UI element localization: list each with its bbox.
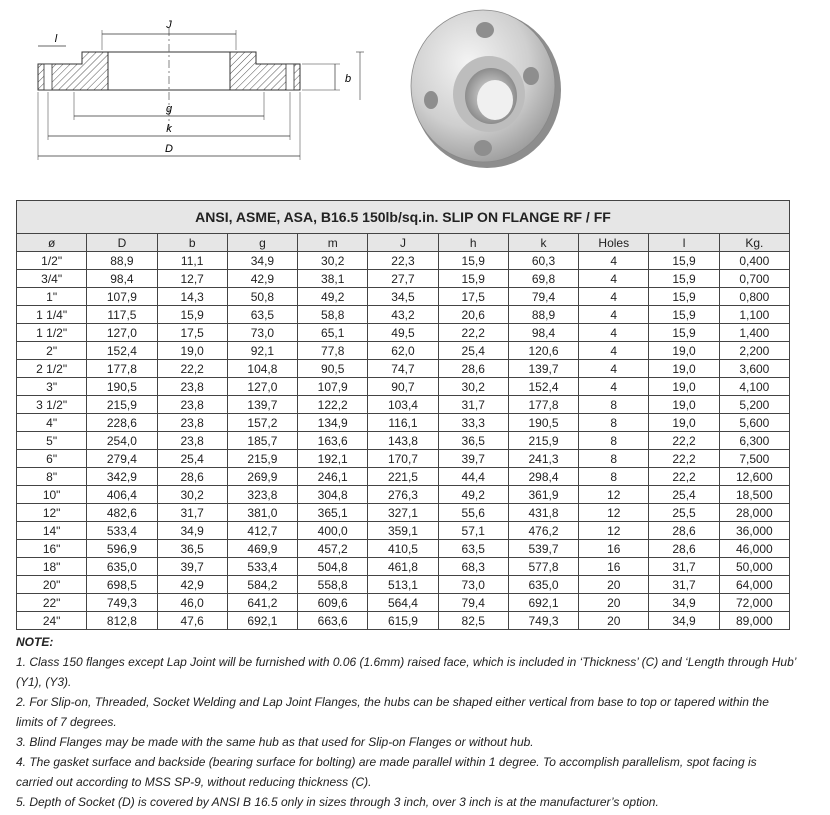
table-cell: 36,5	[438, 432, 508, 450]
table-cell: 177,8	[87, 360, 157, 378]
table-cell: 254,0	[87, 432, 157, 450]
table-cell: 152,4	[508, 378, 578, 396]
note-item: 5. Depth of Socket (D) is covered by ANSI B 16.5 only in sizes through 3 inch, over 3 inch is at the manufacturer’s option.	[16, 795, 659, 809]
table-cell: 134,9	[298, 414, 368, 432]
table-cell: 73,0	[438, 576, 508, 594]
table-cell: 23,8	[157, 432, 227, 450]
table-cell: 215,9	[508, 432, 578, 450]
table-cell: 11,1	[157, 252, 227, 270]
table-cell: 8	[579, 414, 649, 432]
table-cell: 381,0	[227, 504, 297, 522]
table-row	[17, 594, 790, 612]
label-b: b	[345, 73, 352, 85]
table-cell: 4	[579, 252, 649, 270]
table-cell: 3,600	[719, 360, 789, 378]
table-cell: 22,2	[649, 432, 719, 450]
table-cell: 104,8	[227, 360, 297, 378]
table-cell: 92,1	[227, 342, 297, 360]
table-cell: 19,0	[649, 396, 719, 414]
table-cell: 8	[579, 432, 649, 450]
table-cell: 0,700	[719, 270, 789, 288]
column-header: J	[368, 234, 438, 252]
table-cell: 8	[579, 468, 649, 486]
table-cell: 68,3	[438, 558, 508, 576]
table-cell: 107,9	[298, 378, 368, 396]
table-cell: 15,9	[649, 324, 719, 342]
table-cell: 27,7	[368, 270, 438, 288]
table-cell: 476,2	[508, 522, 578, 540]
table-cell: 25,4	[438, 342, 508, 360]
table-cell: 12	[579, 504, 649, 522]
table-cell: 410,5	[368, 540, 438, 558]
table-cell: 1 1/4"	[17, 306, 87, 324]
table-cell: 42,9	[227, 270, 297, 288]
table-cell: 609,6	[298, 594, 368, 612]
note-item: 1. Class 150 flanges except Lap Joint will be furnished with 0.06 (1.6mm) raised face, which is included in ‘Thickness’ (C) and ‘Length through Hub’ (Y1), (Y3).	[16, 655, 796, 689]
table-cell: 359,1	[368, 522, 438, 540]
note-item: 2. For Slip-on, Threaded, Socket Welding and Lap Joint Flanges, the hubs can be shaped either vertical from base to top or tapered within the limits of 7 degrees.	[16, 695, 769, 729]
table-row	[17, 342, 790, 360]
table-body	[17, 252, 790, 630]
table-cell: 5,200	[719, 396, 789, 414]
table-cell: 8	[579, 396, 649, 414]
table-cell: 577,8	[508, 558, 578, 576]
table-cell: 190,5	[508, 414, 578, 432]
table-cell: 117,5	[87, 306, 157, 324]
table-cell: 692,1	[508, 594, 578, 612]
table-cell: 20	[579, 612, 649, 630]
table-cell: 279,4	[87, 450, 157, 468]
table-cell: 15,9	[438, 252, 508, 270]
table-row	[17, 360, 790, 378]
label-k: k	[166, 123, 172, 135]
table-cell: 98,4	[87, 270, 157, 288]
flange-section-drawing	[30, 12, 370, 172]
label-l: l	[54, 33, 58, 45]
table-cell: 1,100	[719, 306, 789, 324]
table-cell: 482,6	[87, 504, 157, 522]
column-header: h	[438, 234, 508, 252]
notes-section	[16, 632, 796, 812]
table-cell: 28,6	[649, 540, 719, 558]
table-cell: 215,9	[87, 396, 157, 414]
table-cell: 79,4	[508, 288, 578, 306]
table-cell: 12	[579, 486, 649, 504]
table-cell: 663,6	[298, 612, 368, 630]
table-row	[17, 540, 790, 558]
table-cell: 539,7	[508, 540, 578, 558]
table-cell: 22"	[17, 594, 87, 612]
table-row	[17, 432, 790, 450]
table-cell: 46,0	[157, 594, 227, 612]
table-cell: 177,8	[508, 396, 578, 414]
column-header: m	[298, 234, 368, 252]
table-cell: 327,1	[368, 504, 438, 522]
table-cell: 24"	[17, 612, 87, 630]
table-cell: 692,1	[227, 612, 297, 630]
table-cell: 0,400	[719, 252, 789, 270]
table-row	[17, 414, 790, 432]
table-cell: 31,7	[649, 576, 719, 594]
table-cell: 812,8	[87, 612, 157, 630]
table-cell: 22,3	[368, 252, 438, 270]
table-cell: 139,7	[508, 360, 578, 378]
table-cell: 16"	[17, 540, 87, 558]
table-cell: 3 1/2"	[17, 396, 87, 414]
table-cell: 139,7	[227, 396, 297, 414]
table-cell: 14"	[17, 522, 87, 540]
table-cell: 90,5	[298, 360, 368, 378]
table-cell: 8"	[17, 468, 87, 486]
table-cell: 5,600	[719, 414, 789, 432]
table-cell: 615,9	[368, 612, 438, 630]
table-row	[17, 378, 790, 396]
table-cell: 4	[579, 342, 649, 360]
table-cell: 23,8	[157, 378, 227, 396]
table-row	[17, 468, 790, 486]
table-cell: 12"	[17, 504, 87, 522]
table-cell: 22,2	[438, 324, 508, 342]
column-header: g	[227, 234, 297, 252]
table-cell: 228,6	[87, 414, 157, 432]
table-cell: 88,9	[87, 252, 157, 270]
table-cell: 5"	[17, 432, 87, 450]
table-cell: 185,7	[227, 432, 297, 450]
table-cell: 533,4	[227, 558, 297, 576]
table-cell: 17,5	[438, 288, 508, 306]
table-cell: 190,5	[87, 378, 157, 396]
table-cell: 584,2	[227, 576, 297, 594]
table-cell: 163,6	[298, 432, 368, 450]
table-cell: 98,4	[508, 324, 578, 342]
table-cell: 19,0	[649, 360, 719, 378]
column-header: l	[649, 234, 719, 252]
table-cell: 143,8	[368, 432, 438, 450]
table-cell: 63,5	[227, 306, 297, 324]
table-cell: 276,3	[368, 486, 438, 504]
table-cell: 15,9	[649, 252, 719, 270]
table-cell: 22,2	[649, 450, 719, 468]
table-cell: 23,8	[157, 414, 227, 432]
table-cell: 43,2	[368, 306, 438, 324]
table-cell: 62,0	[368, 342, 438, 360]
column-header: b	[157, 234, 227, 252]
table-cell: 170,7	[368, 450, 438, 468]
table-cell: 14,3	[157, 288, 227, 306]
table-cell: 16	[579, 540, 649, 558]
table-cell: 406,4	[87, 486, 157, 504]
table-row	[17, 306, 790, 324]
table-row	[17, 576, 790, 594]
column-header: Kg.	[719, 234, 789, 252]
table-cell: 49,2	[438, 486, 508, 504]
table-cell: 457,2	[298, 540, 368, 558]
table-cell: 65,1	[298, 324, 368, 342]
table-cell: 25,4	[157, 450, 227, 468]
table-cell: 127,0	[87, 324, 157, 342]
table-cell: 152,4	[87, 342, 157, 360]
table-cell: 30,2	[438, 378, 508, 396]
table-cell: 342,9	[87, 468, 157, 486]
table-cell: 28,6	[438, 360, 508, 378]
table-cell: 28,6	[649, 522, 719, 540]
table-row	[17, 396, 790, 414]
table-cell: 635,0	[87, 558, 157, 576]
table-cell: 82,5	[438, 612, 508, 630]
table-cell: 365,1	[298, 504, 368, 522]
table-cell: 122,2	[298, 396, 368, 414]
table-cell: 221,5	[368, 468, 438, 486]
table-cell: 20	[579, 576, 649, 594]
table-cell: 28,6	[157, 468, 227, 486]
notes-title: NOTE:	[16, 635, 54, 649]
table-cell: 504,8	[298, 558, 368, 576]
table-cell: 15,9	[649, 288, 719, 306]
table-row	[17, 324, 790, 342]
table-cell: 20"	[17, 576, 87, 594]
table-cell: 31,7	[157, 504, 227, 522]
table-cell: 69,8	[508, 270, 578, 288]
table-cell: 50,8	[227, 288, 297, 306]
table-cell: 19,0	[157, 342, 227, 360]
table-cell: 1/2"	[17, 252, 87, 270]
column-header: ø	[17, 234, 87, 252]
table-cell: 2,200	[719, 342, 789, 360]
table-cell: 749,3	[87, 594, 157, 612]
table-cell: 533,4	[87, 522, 157, 540]
table-cell: 103,4	[368, 396, 438, 414]
table-cell: 50,000	[719, 558, 789, 576]
table-cell: 12	[579, 522, 649, 540]
table-cell: 31,7	[438, 396, 508, 414]
table-cell: 3/4"	[17, 270, 87, 288]
table-cell: 2"	[17, 342, 87, 360]
table-cell: 25,4	[649, 486, 719, 504]
table-cell: 4	[579, 360, 649, 378]
flange-photo	[405, 6, 565, 171]
label-g: g	[165, 103, 173, 115]
table-cell: 4"	[17, 414, 87, 432]
table-cell: 298,4	[508, 468, 578, 486]
table-cell: 635,0	[508, 576, 578, 594]
table-cell: 90,7	[368, 378, 438, 396]
table-cell: 25,5	[649, 504, 719, 522]
table-cell: 564,4	[368, 594, 438, 612]
table-cell: 57,1	[438, 522, 508, 540]
table-cell: 15,9	[438, 270, 508, 288]
table-cell: 461,8	[368, 558, 438, 576]
table-row	[17, 486, 790, 504]
table-cell: 34,9	[649, 612, 719, 630]
table-cell: 361,9	[508, 486, 578, 504]
table-cell: 30,2	[157, 486, 227, 504]
table-cell: 19,0	[649, 378, 719, 396]
table-cell: 23,8	[157, 396, 227, 414]
table-cell: 38,1	[298, 270, 368, 288]
table-title: ANSI, ASME, ASA, B16.5 150lb/sq.in. SLIP ON FLANGE RF / FF	[17, 201, 790, 234]
table-cell: 641,2	[227, 594, 297, 612]
table-cell: 73,0	[227, 324, 297, 342]
table-cell: 72,000	[719, 594, 789, 612]
table-cell: 431,8	[508, 504, 578, 522]
table-cell: 30,2	[298, 252, 368, 270]
table-cell: 157,2	[227, 414, 297, 432]
table-cell: 596,9	[87, 540, 157, 558]
table-cell: 49,5	[368, 324, 438, 342]
table-cell: 49,2	[298, 288, 368, 306]
table-cell: 749,3	[508, 612, 578, 630]
table-cell: 18"	[17, 558, 87, 576]
table-cell: 127,0	[227, 378, 297, 396]
table-cell: 16	[579, 558, 649, 576]
table-cell: 1"	[17, 288, 87, 306]
table-cell: 19,0	[649, 342, 719, 360]
table-cell: 12,600	[719, 468, 789, 486]
table-cell: 1 1/2"	[17, 324, 87, 342]
table-cell: 192,1	[298, 450, 368, 468]
table-cell: 34,9	[227, 252, 297, 270]
table-cell: 558,8	[298, 576, 368, 594]
table-cell: 46,000	[719, 540, 789, 558]
table-cell: 4	[579, 288, 649, 306]
table-cell: 44,4	[438, 468, 508, 486]
table-row	[17, 252, 790, 270]
table-cell: 1,400	[719, 324, 789, 342]
table-cell: 4	[579, 324, 649, 342]
table-row	[17, 450, 790, 468]
table-cell: 17,5	[157, 324, 227, 342]
table-cell: 39,7	[157, 558, 227, 576]
table-cell: 412,7	[227, 522, 297, 540]
table-cell: 33,3	[438, 414, 508, 432]
table-cell: 323,8	[227, 486, 297, 504]
flange-spec-table	[16, 200, 790, 630]
table-cell: 42,9	[157, 576, 227, 594]
table-cell: 0,800	[719, 288, 789, 306]
table-cell: 34,5	[368, 288, 438, 306]
table-row	[17, 522, 790, 540]
table-row	[17, 558, 790, 576]
table-cell: 18,500	[719, 486, 789, 504]
table-cell: 47,6	[157, 612, 227, 630]
table-cell: 58,8	[298, 306, 368, 324]
table-cell: 36,5	[157, 540, 227, 558]
table-cell: 15,9	[649, 306, 719, 324]
table-cell: 39,7	[438, 450, 508, 468]
table-cell: 77,8	[298, 342, 368, 360]
table-cell: 55,6	[438, 504, 508, 522]
label-J: J	[166, 19, 172, 31]
table-cell: 246,1	[298, 468, 368, 486]
table-row	[17, 270, 790, 288]
table-cell: 116,1	[368, 414, 438, 432]
table-cell: 469,9	[227, 540, 297, 558]
table-cell: 2 1/2"	[17, 360, 87, 378]
table-cell: 304,8	[298, 486, 368, 504]
table-cell: 89,000	[719, 612, 789, 630]
table-cell: 60,3	[508, 252, 578, 270]
column-header: Holes	[579, 234, 649, 252]
table-cell: 8	[579, 450, 649, 468]
table-cell: 7,500	[719, 450, 789, 468]
table-cell: 400,0	[298, 522, 368, 540]
table-cell: 4	[579, 306, 649, 324]
note-item: 4. The gasket surface and backside (bearing surface for bolting) are made parallel within 1 degree. To accomplish parallelism, spot facing is carried out according to MSS SP-9, without reducing thickness (C).	[16, 755, 757, 789]
column-header: k	[508, 234, 578, 252]
table-cell: 63,5	[438, 540, 508, 558]
table-row	[17, 504, 790, 522]
table-cell: 6,300	[719, 432, 789, 450]
table-cell: 6"	[17, 450, 87, 468]
table-cell: 269,9	[227, 468, 297, 486]
table-row	[17, 612, 790, 630]
label-D: D	[165, 143, 173, 155]
table-cell: 36,000	[719, 522, 789, 540]
table-cell: 22,2	[649, 468, 719, 486]
table-cell: 698,5	[87, 576, 157, 594]
table-cell: 513,1	[368, 576, 438, 594]
table-cell: 19,0	[649, 414, 719, 432]
table-cell: 3"	[17, 378, 87, 396]
table-cell: 15,9	[649, 270, 719, 288]
table-cell: 34,9	[649, 594, 719, 612]
table-row	[17, 288, 790, 306]
table-cell: 34,9	[157, 522, 227, 540]
table-cell: 12,7	[157, 270, 227, 288]
table-cell: 4,100	[719, 378, 789, 396]
table-cell: 120,6	[508, 342, 578, 360]
table-cell: 88,9	[508, 306, 578, 324]
table-cell: 15,9	[157, 306, 227, 324]
table-cell: 107,9	[87, 288, 157, 306]
table-cell: 28,000	[719, 504, 789, 522]
table-cell: 79,4	[438, 594, 508, 612]
table-cell: 215,9	[227, 450, 297, 468]
table-cell: 10"	[17, 486, 87, 504]
table-cell: 4	[579, 378, 649, 396]
table-cell: 20,6	[438, 306, 508, 324]
table-cell: 241,3	[508, 450, 578, 468]
column-header-row	[17, 234, 790, 252]
note-item: 3. Blind Flanges may be made with the same hub as that used for Slip-on Flanges or without hub.	[16, 735, 534, 749]
table-cell: 74,7	[368, 360, 438, 378]
table-cell: 4	[579, 270, 649, 288]
table-cell: 22,2	[157, 360, 227, 378]
table-cell: 20	[579, 594, 649, 612]
column-header: D	[87, 234, 157, 252]
table-cell: 31,7	[649, 558, 719, 576]
table-cell: 64,000	[719, 576, 789, 594]
